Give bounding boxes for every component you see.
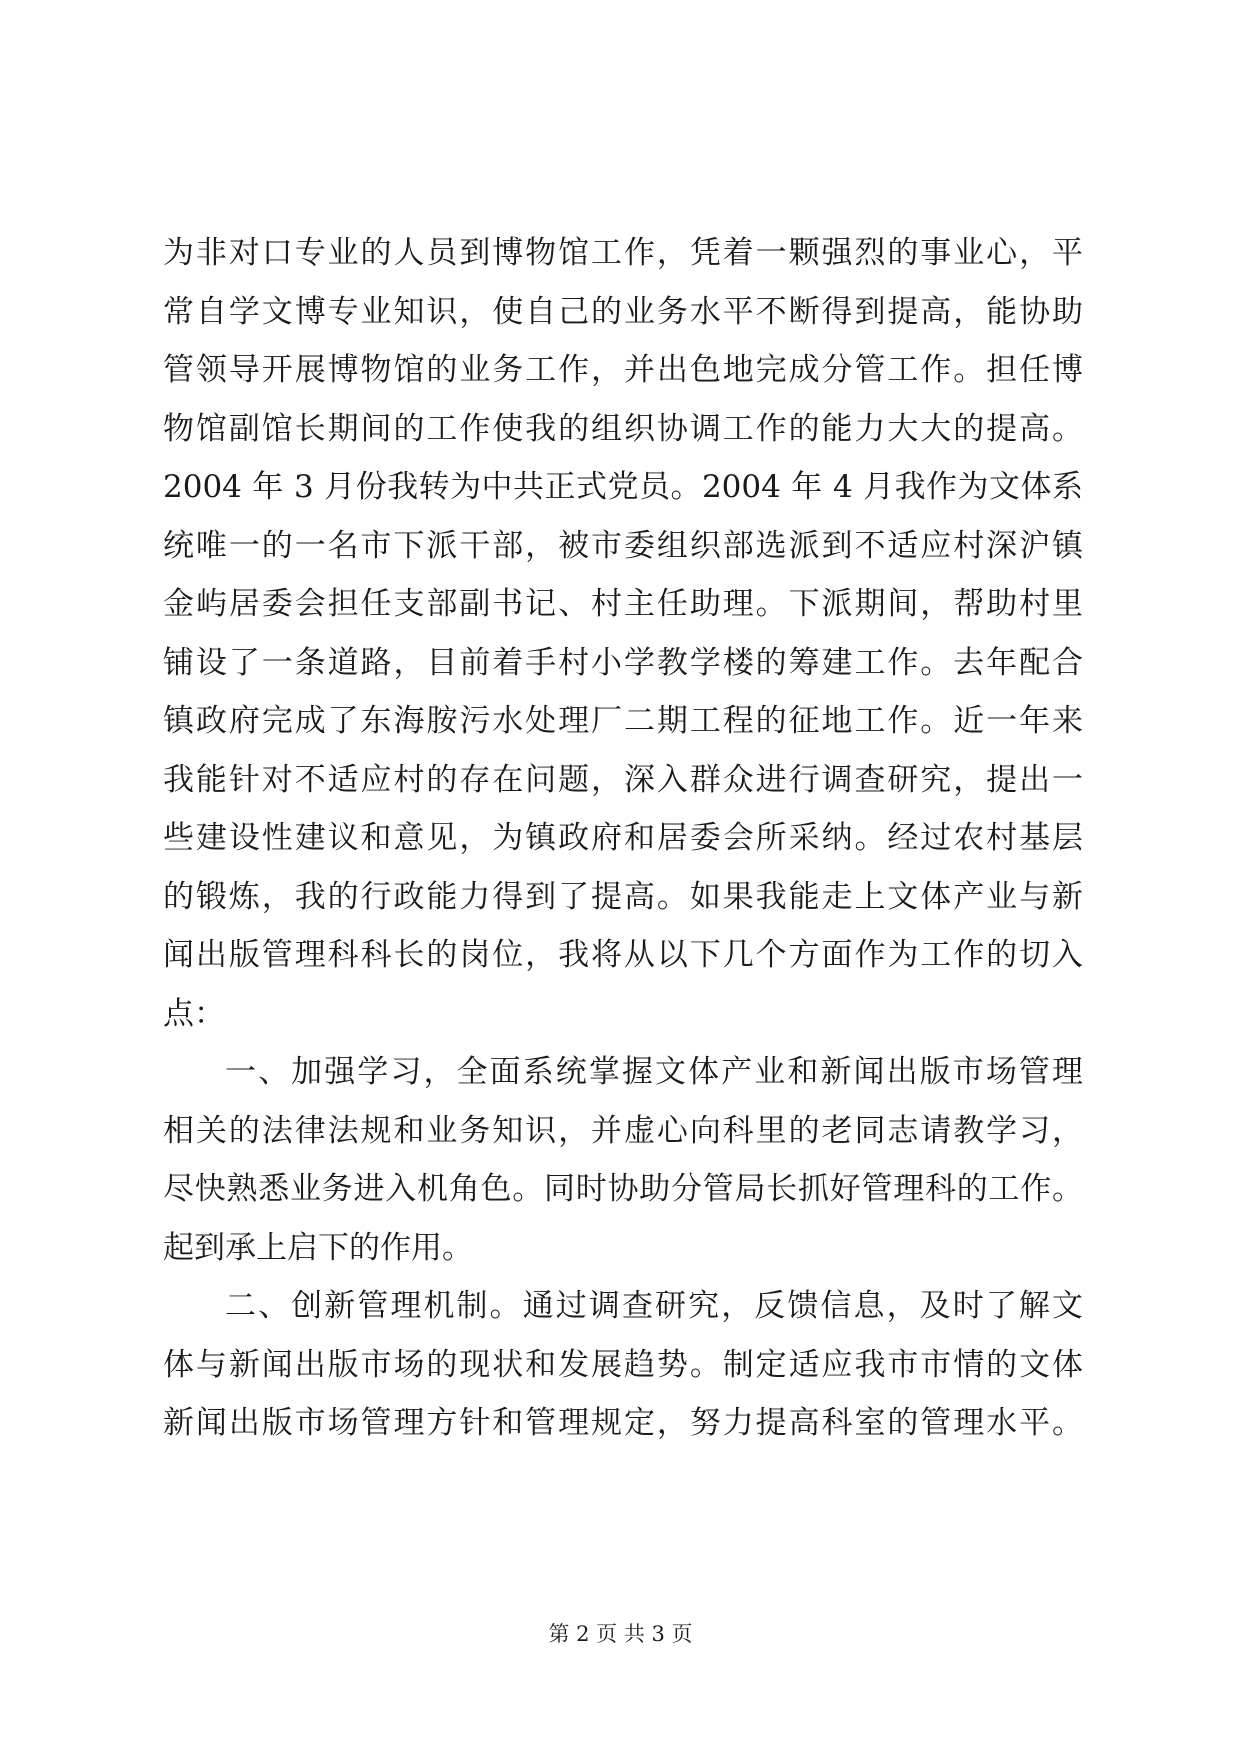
- paragraph-2-line-1: 一、加强学习，全面系统掌握文体产业和新闻出版市场管理: [225, 1054, 1083, 1090]
- paragraph-2-line-2: 相关的法律法规和业务知识，并虚心向科里的老同志请教学习，: [163, 1112, 1083, 1149]
- paragraph-1-line-7: 金屿居委会担任支部副书记、村主任助理。下派期间，帮助村里: [163, 586, 1083, 622]
- paragraph-1-line-5: 2004 年 3 月份我转为中共正式党员。2004 年 4 月我作为文体系: [163, 469, 1083, 505]
- paragraph-1-line-2: 常自学文博专业知识，使自己的业务水平不断得到提高，能协助: [163, 293, 1083, 330]
- paragraph-1-line-8: 铺设了一条道路，目前着手村小学教学楼的筹建工作。去年配合: [163, 644, 1083, 681]
- paragraph-1-line-10: 我能针对不适应村的存在问题，深入群众进行调查研究，提出一: [163, 761, 1083, 798]
- paragraph-1-line-6: 统唯一的一名市下派干部，被市委组织部选派到不适应村深沪镇: [163, 527, 1083, 564]
- paragraph-3-line-2: 体与新闻出版市场的现状和发展趋势。制定适应我市市情的文体: [163, 1346, 1083, 1383]
- paragraph-1-line-4: 物馆副馆长期间的工作使我的组织协调工作的能力大大的提高。: [163, 410, 1083, 447]
- paragraph-2-line-3: 尽快熟悉业务进入机角色。同时协助分管局长抓好管理科的工作。: [163, 1171, 1083, 1207]
- paragraph-1-line-14: 点：: [163, 995, 225, 1032]
- paragraph-3-line-3: 新闻出版市场管理方针和管理规定，努力提高科室的管理水平。: [163, 1405, 1083, 1441]
- paragraph-1-line-12: 的锻炼，我的行政能力得到了提高。如果我能走上文体产业与新: [163, 878, 1083, 915]
- paragraph-1-line-9: 镇政府完成了东海胺污水处理厂二期工程的征地工作。近一年来: [163, 703, 1083, 739]
- paragraph-1-line-11: 些建设性建议和意见，为镇政府和居委会所采纳。经过农村基层: [163, 820, 1083, 856]
- paragraph-2-line-4: 起到承上启下的作用。: [163, 1229, 473, 1266]
- paragraph-1-line-1: 为非对口专业的人员到博物馆工作，凭着一颗强烈的事业心，平: [163, 235, 1083, 271]
- page-number-footer: 第 2 页 共 3 页: [548, 1622, 693, 1646]
- paragraph-1-line-3: 管领导开展博物馆的业务工作，并出色地完成分管工作。担任博: [163, 352, 1083, 388]
- paragraph-1-line-13: 闻出版管理科科长的岗位，我将从以下几个方面作为工作的切入: [163, 937, 1083, 973]
- paragraph-3-line-1: 二、创新管理机制。通过调查研究，反馈信息，及时了解文: [225, 1288, 1083, 1324]
- document-body: [163, 224, 1083, 1453]
